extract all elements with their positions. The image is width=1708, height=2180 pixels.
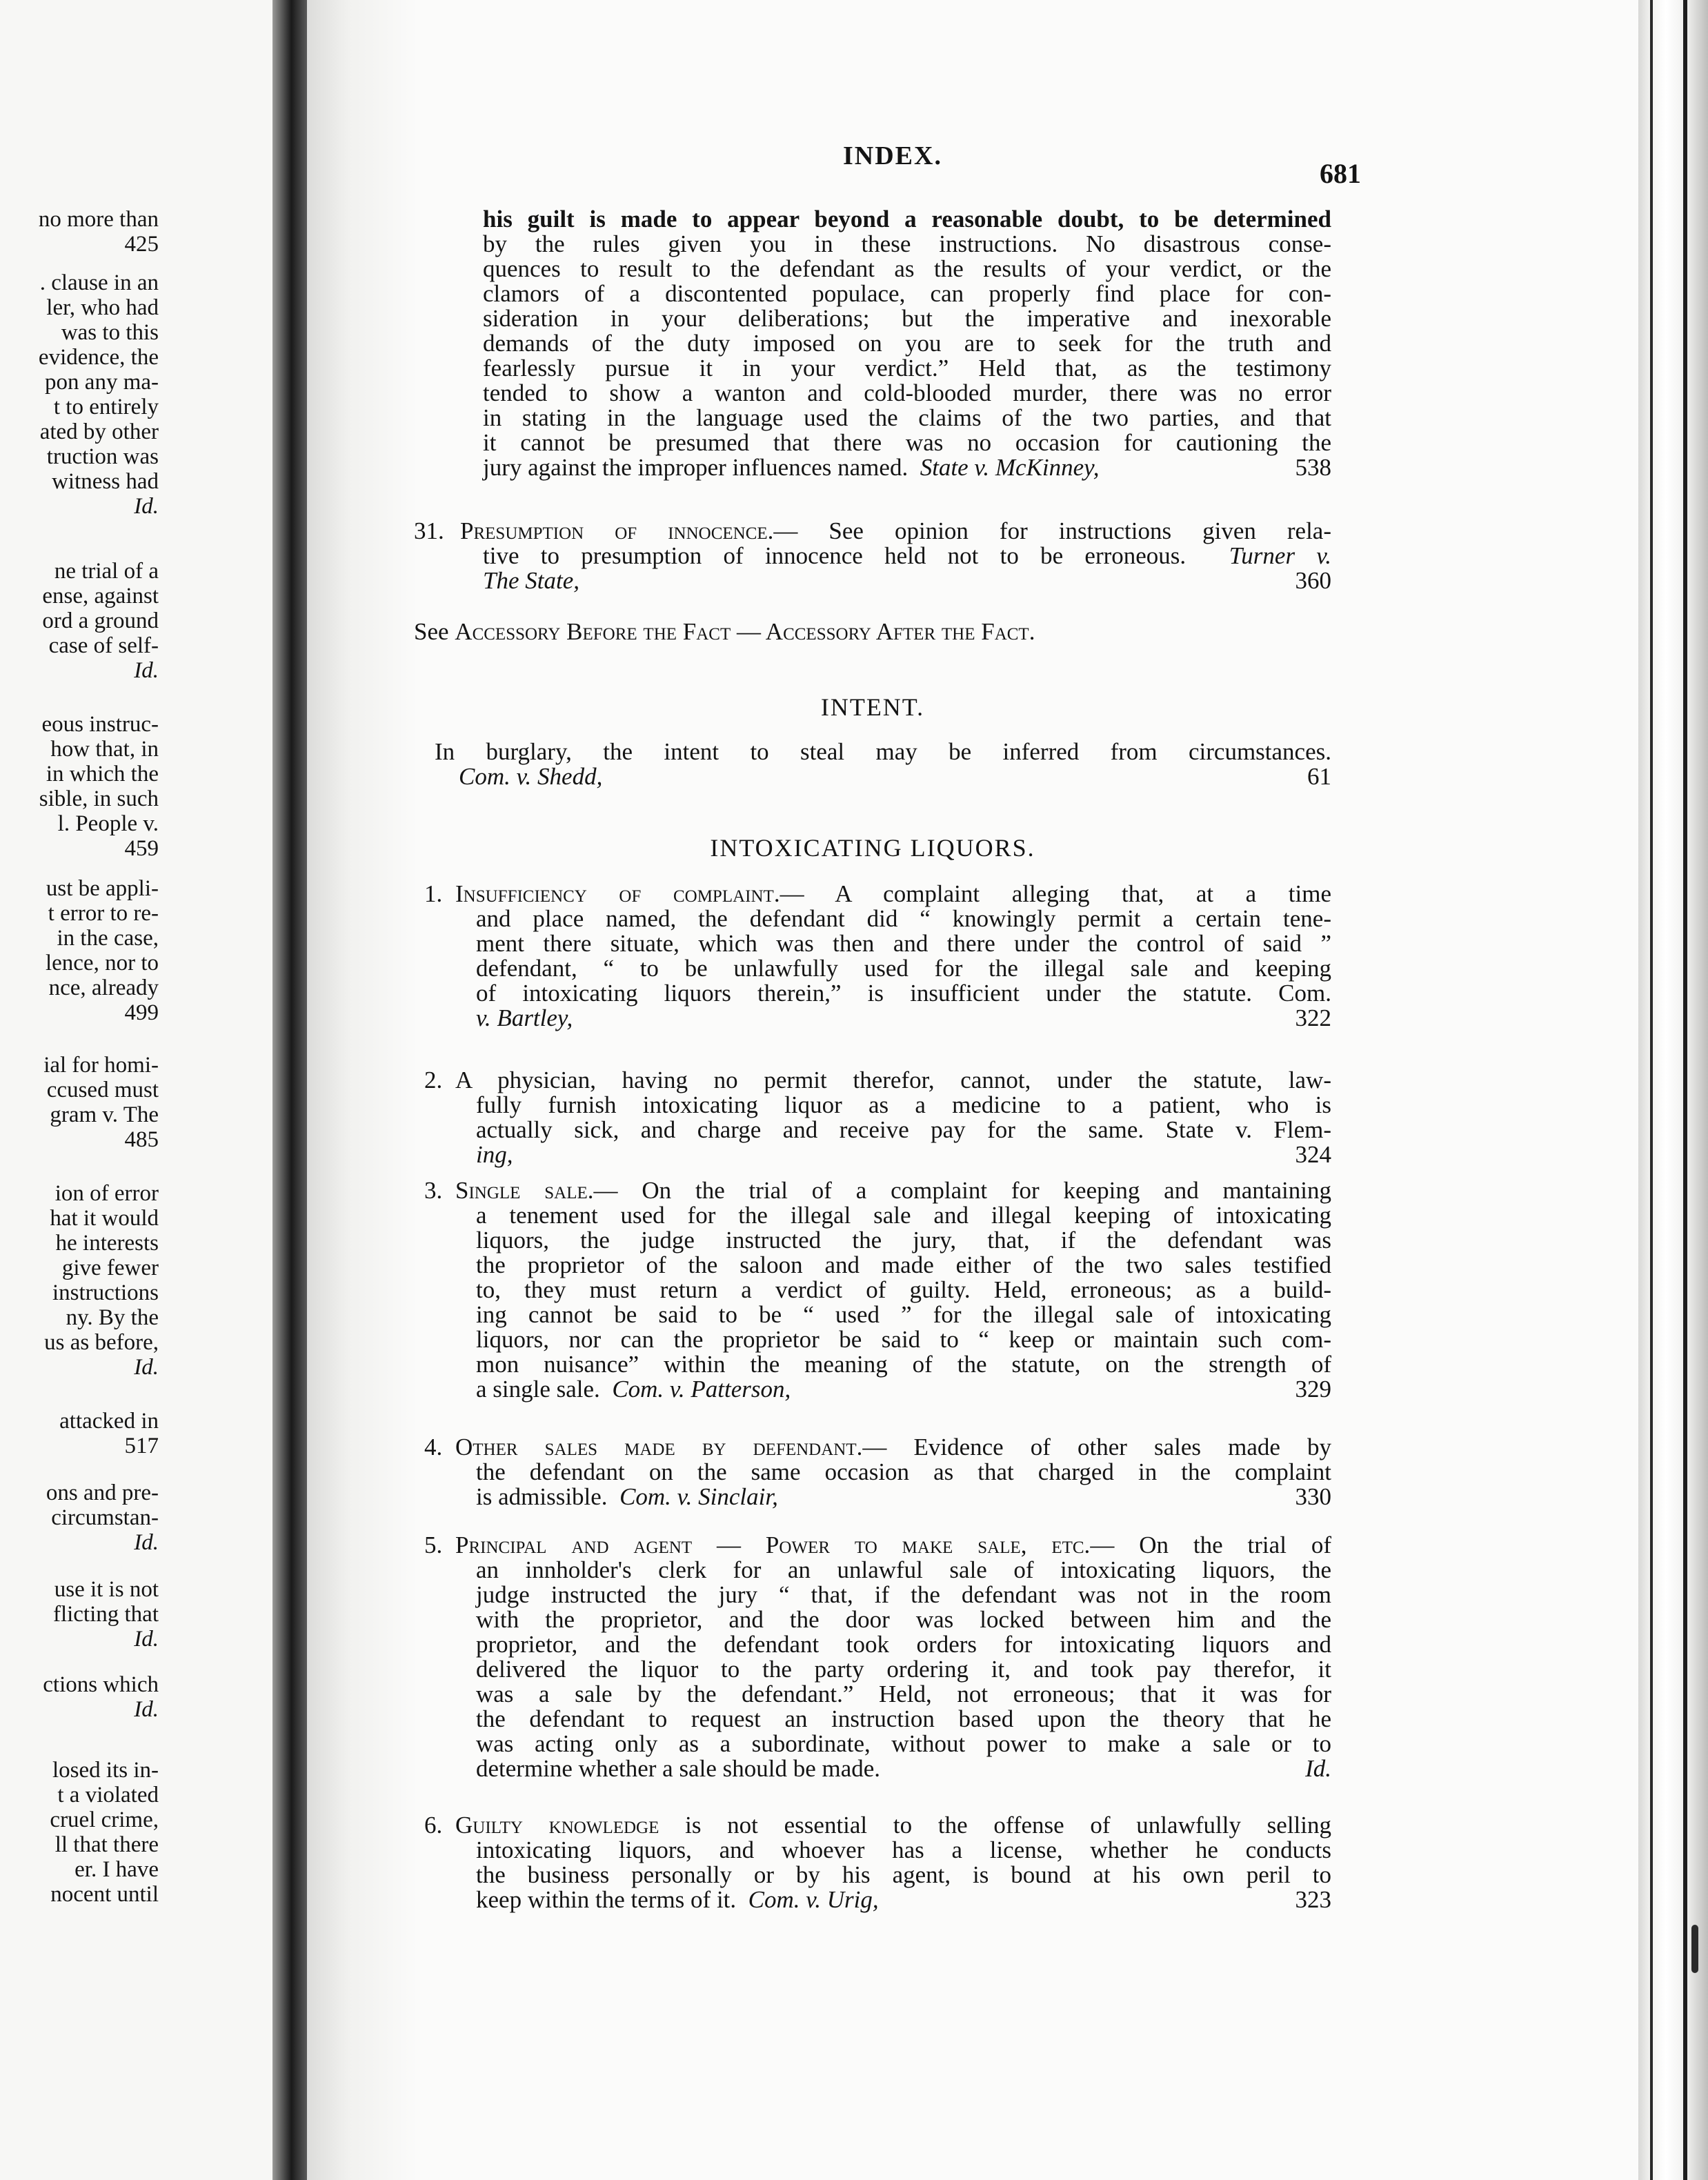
- case-citation: v. Bartley,: [476, 1004, 573, 1031]
- page-edge-stack: [1638, 0, 1708, 2180]
- text-fragment: determine whether a sale should be made.: [476, 1755, 881, 1782]
- text-fragment: a single sale.: [476, 1376, 600, 1403]
- facing-page-line: cruel crime,: [50, 1807, 159, 1832]
- text-line: [455, 1533, 1331, 1558]
- text-line: defendant, “ to be unlawfully used for the illegal sale and keeping: [476, 955, 1331, 982]
- entry-number: 4.: [424, 1434, 443, 1460]
- entry-number: 2.: [424, 1067, 443, 1093]
- facing-page-line: witness had: [52, 469, 159, 494]
- text-fragment: — On the trial of a complaint for keeping and mantaining: [593, 1177, 1331, 1204]
- facing-page-line: Id.: [134, 1530, 159, 1555]
- text-line: the defendant on the same occasion as that charged in the complaint: [476, 1458, 1331, 1485]
- text-fragment: — Evidence of other sales made by: [862, 1434, 1331, 1460]
- facing-page-line: flicting that: [52, 1602, 159, 1627]
- page-edge-mark: [1691, 1925, 1698, 1973]
- case-citation: Com. v. Patterson,: [612, 1376, 791, 1403]
- entry-2: [455, 1068, 1331, 1167]
- facing-page-line: ated by other: [39, 419, 159, 444]
- facing-page-line: l. People v.: [57, 811, 159, 836]
- facing-page-line: us as before,: [44, 1330, 159, 1355]
- page-reference: Id.: [1305, 1755, 1331, 1782]
- index-page: [307, 0, 1638, 2180]
- facing-page-line: Id.: [134, 494, 159, 519]
- section-heading-intent: INTENT.: [820, 693, 925, 721]
- text-fragment: is not essential to the offense of unlawfully selling: [685, 1812, 1332, 1839]
- text-line: demands of the duty imposed on you are to seek for the truth and: [483, 330, 1331, 357]
- text-line: [455, 1435, 1331, 1460]
- citation-line: [483, 568, 1331, 593]
- text-line: with the proprietor, and the door was locked between him and the: [476, 1606, 1331, 1633]
- facing-page-line: how that, in: [50, 737, 159, 762]
- facing-page-line: 499: [124, 1000, 159, 1025]
- text-line: delivered the liquor to the party ordering it, and took pay therefor, it: [476, 1656, 1331, 1683]
- facing-page-line: ial for homi-: [43, 1053, 159, 1078]
- page-reference: 538: [1295, 454, 1331, 481]
- facing-page-line: 459: [124, 836, 159, 861]
- citation-line: [476, 1142, 1331, 1167]
- text-line: a tenement used for the illegal sale and illegal keeping of intoxicating: [476, 1202, 1331, 1229]
- text-line: proprietor, and the defendant took orders for intoxicating liquors and: [476, 1631, 1331, 1658]
- text-line: it cannot be presumed that there was no occasion for cautioning the: [483, 429, 1331, 456]
- facing-page-line: ne trial of a: [54, 559, 159, 584]
- text-fragment: jury against the improper influences named.: [483, 454, 908, 481]
- text-line: [455, 1178, 1331, 1203]
- facing-page-line: 425: [124, 232, 159, 257]
- facing-page-line: Id.: [134, 1627, 159, 1652]
- text-line: [455, 882, 1331, 906]
- facing-page-line: ctions which: [43, 1672, 159, 1697]
- page-reference: 322: [1295, 1004, 1331, 1031]
- entry-topic: Principal and agent — Power to make sale, etc.: [455, 1532, 1091, 1558]
- facing-page-line: use it is not: [54, 1577, 159, 1602]
- citation-line: [476, 1006, 1331, 1031]
- entry-topic: Guilty knowledge: [455, 1812, 659, 1839]
- text-fragment: tive to presumption of innocence held not to be erroneous.: [483, 542, 1186, 569]
- entry-topic: Other sales made by defendant.: [455, 1434, 863, 1460]
- citation-line: [476, 1377, 1331, 1402]
- facing-page-line: instructions: [52, 1280, 159, 1305]
- facing-page-line: Id.: [134, 1697, 159, 1722]
- facing-page-line: no more than: [38, 207, 159, 232]
- citation-line: [459, 764, 1331, 789]
- facing-page-line: t a violated: [57, 1783, 159, 1807]
- facing-page-line: in the case,: [57, 926, 159, 951]
- entry-number: 6.: [424, 1812, 443, 1839]
- see-prefix: See: [414, 618, 449, 645]
- text-line: to, they must return a verdict of guilty. Held, erroneous; as a build-: [476, 1276, 1331, 1303]
- text-line: the proprietor of the saloon and made either of the two sales testified: [476, 1251, 1331, 1278]
- page-number: 681: [1320, 158, 1361, 189]
- text-line: liquors, nor can the proprietor be said to “ keep or maintain such com-: [476, 1326, 1331, 1353]
- case-citation: Com. v. Urig,: [748, 1886, 879, 1913]
- facing-page-line: ense, against: [42, 584, 159, 608]
- facing-page-line: give fewer: [61, 1256, 159, 1280]
- text-line: was a sale by the defendant.” Held, not erroneous; that it was for: [476, 1681, 1331, 1707]
- text-line: by the rules given you in these instructions. No disastrous conse-: [483, 230, 1331, 257]
- facing-page-line: in which the: [46, 762, 159, 786]
- facing-page-line: ny. By the: [66, 1305, 159, 1330]
- text-line: quences to result to the defendant as the results of your verdict, or the: [483, 255, 1331, 282]
- facing-page-line: 517: [124, 1434, 159, 1458]
- text-line: of intoxicating liquors therein,” is insufficient under the statute. Com.: [476, 980, 1331, 1007]
- left-facing-page: [0, 0, 272, 2180]
- text-line: actually sick, and charge and receive pay for the same. State v. Flem-: [476, 1116, 1331, 1143]
- text-line: [460, 519, 1331, 544]
- facing-page-line: Id.: [134, 658, 159, 683]
- text-fragment: is admissible.: [476, 1483, 608, 1510]
- text-fragment: keep within the terms of it.: [476, 1886, 737, 1913]
- entry-number: 31.: [414, 517, 444, 544]
- facing-page-line: attacked in: [59, 1409, 159, 1434]
- page-reference: 324: [1295, 1141, 1331, 1168]
- text-line: intoxicating liquors, and whoever has a license, whether he conducts: [476, 1836, 1331, 1863]
- text-line: liquors, the judge instructed the jury, that, if the defendant was: [476, 1227, 1331, 1254]
- facing-page-line: losed its in-: [52, 1758, 159, 1783]
- text-fragment: — On the trial of: [1090, 1532, 1331, 1558]
- text-line: ing cannot be said to be “ used ” for the illegal sale of intoxicating: [476, 1301, 1331, 1328]
- facing-page-line: ler, who had: [46, 295, 159, 320]
- citation-line: [476, 1756, 1331, 1781]
- case-citation: ing,: [476, 1141, 513, 1168]
- text-fragment: — A complaint alleging that, at a time: [779, 880, 1332, 907]
- facing-page-line: ord a ground: [42, 608, 159, 633]
- entry-topic: Presumption of innocence.: [460, 517, 774, 544]
- entry-number: 1.: [424, 880, 443, 907]
- intent-entry: [435, 740, 1331, 789]
- page-reference: 61: [1307, 763, 1331, 790]
- text-line: ment there situate, which was then and there under the control of said ”: [476, 930, 1331, 957]
- text-line: fully furnish intoxicating liquor as a medicine to a patient, who is: [476, 1091, 1331, 1118]
- facing-page-line: 485: [124, 1127, 159, 1152]
- facing-page-line: t to entirely: [53, 395, 159, 419]
- case-citation: Com. v. Shedd,: [459, 763, 603, 790]
- page-reference: 360: [1295, 567, 1331, 594]
- facing-page-line: . clause in an: [39, 270, 159, 295]
- text-line: the defendant to request an instruction based upon the theory that he: [476, 1705, 1331, 1732]
- facing-page-line: case of self-: [48, 633, 159, 658]
- page-reference: 330: [1295, 1483, 1331, 1510]
- text-line: in stating in the language used the claims of the two parties, and that: [483, 404, 1331, 431]
- text-line: his guilt is made to appear beyond a reasonable doubt, to be determined: [483, 206, 1331, 232]
- case-citation: The State,: [483, 567, 579, 594]
- facing-page-line: er. I have: [75, 1857, 159, 1882]
- citation-line: [483, 455, 1331, 480]
- facing-page-line: ion of error: [54, 1181, 159, 1206]
- case-citation: State v. McKinney,: [920, 454, 1100, 481]
- facing-page-line: lence, nor to: [45, 951, 159, 975]
- text-line: [414, 620, 1331, 644]
- entry-5: [455, 1533, 1331, 1781]
- facing-page-line: Id.: [134, 1355, 159, 1380]
- case-citation: Com. v. Sinclair,: [619, 1483, 778, 1510]
- text-line: [483, 544, 1331, 568]
- facing-page-line: sible, in such: [39, 786, 159, 811]
- facing-page-line: nce, already: [48, 975, 159, 1000]
- text-line: sideration in your deliberations; but the imperative and inexorable: [483, 305, 1331, 332]
- facing-page-line: truction was: [46, 444, 159, 469]
- case-citation: Turner v.: [1229, 542, 1332, 569]
- text-line: the business personally or by his agent, is bound at his own peril to: [476, 1861, 1331, 1888]
- facing-page-line: t error to re-: [48, 901, 159, 926]
- facing-page-line: pon any ma-: [45, 370, 159, 395]
- text-line: A physician, having no permit therefor, cannot, under the statute, law-: [455, 1067, 1331, 1093]
- text-line: In burglary, the intent to steal may be inferred from circumstances.: [435, 738, 1331, 765]
- text-line: and place named, the defendant did “ knowingly permit a certain tene-: [476, 905, 1331, 932]
- facing-page-line: ust be appli-: [46, 876, 159, 901]
- citation-line: [476, 1887, 1331, 1912]
- text-line: mon nuisance” within the meaning of the statute, on the strength of: [476, 1351, 1331, 1378]
- text-line: clamors of a discontented populace, can properly find place for con-: [483, 280, 1331, 307]
- entry-1: [455, 882, 1331, 1031]
- running-head: INDEX.: [843, 141, 942, 170]
- book-gutter: [272, 0, 307, 2180]
- facing-page-line: ons and pre-: [46, 1480, 159, 1505]
- text-line: judge instructed the jury “ that, if the defendant was not in the room: [476, 1581, 1331, 1608]
- text-fragment: — See opinion for instructions given rela-: [773, 517, 1331, 544]
- entry-number: 5.: [424, 1532, 443, 1558]
- entry-3: [455, 1178, 1331, 1402]
- facing-page-line: eous instruc-: [41, 712, 159, 737]
- page-edge-line: [1683, 0, 1687, 2180]
- citation-line: [476, 1485, 1331, 1509]
- facing-page-line: he interests: [55, 1231, 159, 1256]
- entry-topic: Single sale.: [455, 1177, 594, 1204]
- text-line: [455, 1813, 1331, 1838]
- entry-4: [455, 1435, 1331, 1509]
- facing-page-line: hat it would: [50, 1206, 159, 1231]
- text-line: was acting only as a subordinate, without power to make a sale or to: [476, 1730, 1331, 1757]
- facing-page-line: nocent until: [50, 1882, 159, 1907]
- text-line: tended to show a wanton and cold-blooded murder, there was no error: [483, 379, 1331, 406]
- entry-topic: Insufficiency of complaint.: [455, 880, 780, 907]
- facing-page-line: gram v. The: [50, 1102, 159, 1127]
- entry-number: 3.: [424, 1177, 443, 1204]
- entry-6: [455, 1813, 1331, 1912]
- see-also: [414, 620, 1331, 644]
- page-edge-line: [1650, 0, 1653, 2180]
- page-reference: 323: [1295, 1886, 1331, 1913]
- facing-page-line: ll that there: [54, 1832, 159, 1857]
- text-line: fearlessly pursue it in your verdict.” Held that, as the testimony: [483, 355, 1331, 382]
- continuation-paragraph: [483, 207, 1331, 480]
- page-reference: 329: [1295, 1376, 1331, 1403]
- section-heading-intoxicating-liquors: INTOXICATING LIQUORS.: [710, 834, 1035, 862]
- text-line: an innholder's clerk for an unlawful sale of intoxicating liquors, the: [476, 1556, 1331, 1583]
- facing-page-line: was to this: [61, 320, 159, 345]
- facing-page-line: circumstan-: [51, 1505, 159, 1530]
- facing-page-line: evidence, the: [38, 345, 159, 370]
- facing-page-line: ccused must: [46, 1078, 159, 1102]
- entry-31: [460, 519, 1331, 593]
- see-also-topics: Accessory Before the Fact — Accessory After the Fact.: [455, 618, 1035, 645]
